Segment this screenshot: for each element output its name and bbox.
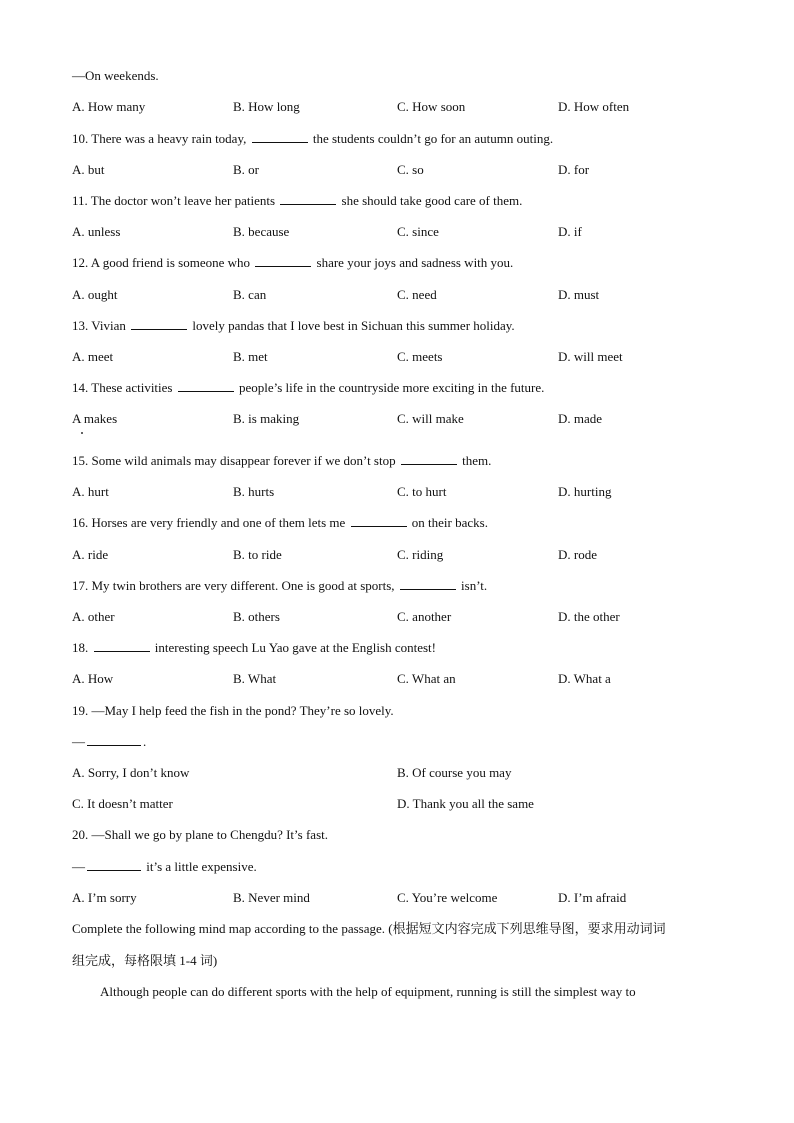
q9-option-c: C. How soon — [397, 99, 466, 114]
answer-blank — [252, 131, 308, 143]
question-text: 17. My twin brothers are very different. One is good at sports, — [72, 578, 395, 593]
section-instruction-line-2: 组完成，每格限填 1-4 词) — [72, 953, 218, 968]
q12-option-a: A. ought — [72, 287, 118, 302]
question-20: 20. —Shall we go by plane to Chengdu? It’s fast. — [72, 827, 328, 842]
q15-option-c: C. to hurt — [397, 484, 447, 499]
q17-option-d: D. the other — [558, 609, 620, 624]
dash: — — [72, 734, 85, 749]
answer-blank — [280, 193, 336, 205]
q18-option-d: D. What a — [558, 671, 611, 686]
q18-option-b: B. What — [233, 671, 277, 686]
q19-option-a: A. Sorry, I don’t know — [72, 765, 190, 780]
question-16 — [72, 515, 488, 531]
answer-blank — [178, 380, 234, 392]
q16-option-c: C. riding — [397, 547, 444, 562]
question-text: the students couldn’t go for an autumn outing. — [312, 131, 554, 146]
answer-blank — [401, 453, 457, 465]
q10-option-c: C. so — [397, 162, 424, 177]
q20-option-c: C. You’re welcome — [397, 890, 498, 905]
q13-option-b: B. met — [233, 349, 268, 364]
q18-option-a: A. How — [72, 671, 114, 686]
answer-blank — [87, 734, 141, 746]
q16-option-d: D. rode — [558, 547, 597, 562]
question-17 — [72, 578, 487, 594]
q12-option-b: B. can — [233, 287, 267, 302]
answer-blank — [351, 515, 407, 527]
q9-option-d: D. How often — [558, 99, 630, 114]
period: . — [143, 734, 147, 749]
q17-option-a: A. other — [72, 609, 115, 624]
q13-option-d: D. will meet — [558, 349, 623, 364]
q12-option-d: D. must — [558, 287, 600, 302]
question-20-reply — [72, 859, 257, 875]
q12-option-c: C. need — [397, 287, 437, 302]
question-14 — [72, 380, 544, 396]
q16-option-a: A. ride — [72, 547, 109, 562]
question-text: 13. Vivian — [72, 318, 126, 333]
question-11 — [72, 193, 522, 209]
question-text: 12. A good friend is someone who — [72, 255, 251, 270]
q14-option-d: D. made — [558, 411, 603, 426]
answer-blank — [400, 578, 456, 590]
answer-blank — [131, 318, 187, 330]
question-text: lovely pandas that I love best in Sichuan this summer holiday. — [192, 318, 515, 333]
question-text: interesting speech Lu Yao gave at the English contest! — [154, 640, 436, 655]
q11-option-b: B. because — [233, 224, 290, 239]
question-text: 11. The doctor won’t leave her patients — [72, 193, 276, 208]
dash: — — [72, 859, 85, 874]
q17-option-c: C. another — [397, 609, 452, 624]
question-text: them. — [462, 453, 492, 468]
question-15 — [72, 453, 491, 469]
question-text: 18. — [72, 640, 89, 655]
q15-option-b: B. hurts — [233, 484, 275, 499]
q18-option-c: C. What an — [397, 671, 456, 686]
q10-option-a: A. but — [72, 162, 105, 177]
answer-blank — [255, 255, 311, 267]
passage-first-line: Although people can do different sports with the help of equipment, running is still the simplest way to — [100, 984, 636, 999]
answer-blank — [87, 859, 141, 871]
answer-line: —On weekends. — [72, 68, 159, 83]
q19-option-d: D. Thank you all the same — [397, 796, 534, 811]
q11-option-d: D. if — [558, 224, 582, 239]
q20-option-d: D. I’m afraid — [558, 890, 627, 905]
question-19-reply — [72, 734, 146, 750]
q10-option-d: D. for — [558, 162, 590, 177]
question-text: people’s life in the countryside more exciting in the future. — [238, 380, 545, 395]
question-text: 14. These activities — [72, 380, 173, 395]
question-19: 19. —May I help feed the fish in the pond? They’re so lovely. — [72, 703, 394, 718]
q16-option-b: B. to ride — [233, 547, 282, 562]
q13-option-a: A. meet — [72, 349, 114, 364]
question-text: share your joys and sadness with you. — [316, 255, 514, 270]
question-text: on their backs. — [411, 515, 488, 530]
q13-option-c: C. meets — [397, 349, 443, 364]
section-instruction-line-1: Complete the following mind map according to the passage. (根据短文内容完成下列思维导图，要求用动词词 — [72, 921, 666, 936]
q11-option-a: A. unless — [72, 224, 121, 239]
answer-blank — [94, 640, 150, 652]
q14-option-b: B. is making — [233, 411, 300, 426]
q9-option-a: A. How many — [72, 99, 146, 114]
q17-option-b: B. others — [233, 609, 280, 624]
question-12 — [72, 255, 513, 271]
question-text: 10. There was a heavy rain today, — [72, 131, 247, 146]
question-text: 15. Some wild animals may disappear forever if we don’t stop — [72, 453, 396, 468]
q19-option-c: C. It doesn’t matter — [72, 796, 173, 811]
question-text: 16. Horses are very friendly and one of them lets me — [72, 515, 346, 530]
stray-dot — [81, 432, 83, 434]
q20-option-b: B. Never mind — [233, 890, 310, 905]
q9-option-b: B. How long — [233, 99, 300, 114]
q20-option-a: A. I’m sorry — [72, 890, 137, 905]
q14-option-c: C. will make — [397, 411, 464, 426]
question-13 — [72, 318, 515, 334]
reply-text: it’s a little expensive. — [146, 859, 257, 874]
q15-option-d: D. hurting — [558, 484, 612, 499]
question-text: isn’t. — [461, 578, 488, 593]
q10-option-b: B. or — [233, 162, 259, 177]
question-18 — [72, 640, 436, 656]
q15-option-a: A. hurt — [72, 484, 109, 499]
q11-option-c: C. since — [397, 224, 439, 239]
question-text: she should take good care of them. — [341, 193, 523, 208]
q19-option-b: B. Of course you may — [397, 765, 512, 780]
q14-option-a: A makes — [72, 411, 118, 426]
question-10 — [72, 131, 553, 147]
